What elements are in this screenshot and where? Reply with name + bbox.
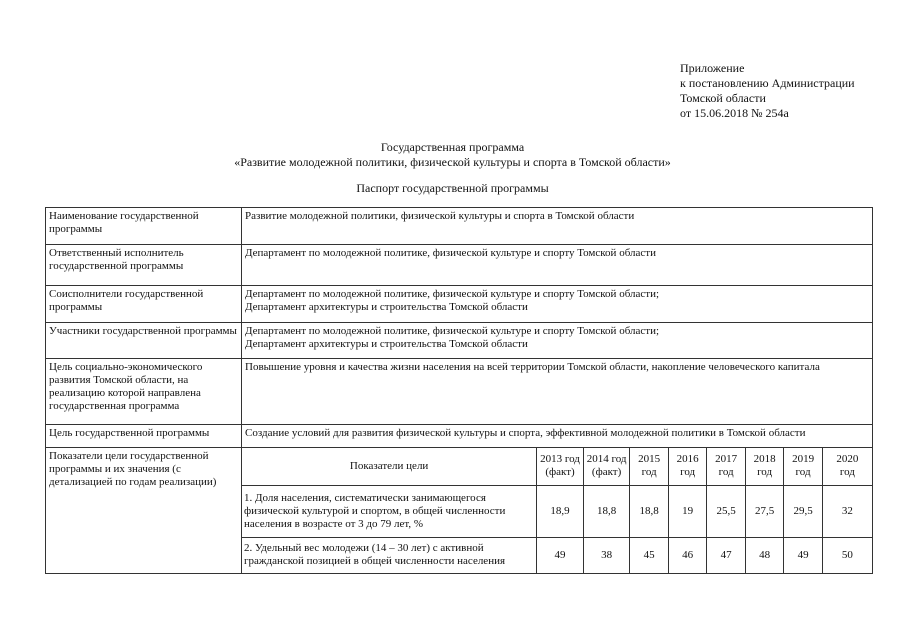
year-label: 2013 год [540, 453, 580, 466]
year-label: 2020 [836, 453, 859, 466]
indicator-value: 32 [822, 485, 872, 537]
table-row [46, 286, 873, 323]
year-header [745, 448, 783, 485]
indicator-value: 18,8 [630, 485, 668, 537]
year-note: (факт) [591, 466, 622, 479]
year-label: 2018 [753, 453, 776, 466]
indicator-value: 27,5 [745, 485, 783, 537]
year-note: год [718, 466, 734, 479]
indicators-header-row [242, 448, 872, 485]
indicator-value: 18,9 [537, 485, 584, 537]
passport-title: Паспорт государственной программы [356, 181, 549, 195]
appendix-block [680, 61, 855, 121]
year-header [784, 448, 822, 485]
appendix-line: к постановлению Администрации [680, 76, 855, 90]
indicator-value: 48 [745, 537, 783, 573]
row-value [242, 286, 873, 323]
appendix-line: Приложение [680, 61, 745, 75]
table-row [46, 359, 873, 425]
indicator-row [242, 537, 872, 573]
row-label: Участники государственной программы [46, 323, 242, 359]
year-label: 2014 год [586, 453, 627, 466]
row-label: Наименование государственной программы [46, 208, 242, 245]
value-line: Департамент по молодежной политике, физической культуре и спорту Томской области; [245, 325, 660, 337]
year-header [537, 448, 584, 485]
indicator-value: 50 [822, 537, 872, 573]
year-header [668, 448, 706, 485]
year-note: (факт) [545, 466, 575, 479]
row-label: Соисполнители государственной программы [46, 286, 242, 323]
indicator-value: 45 [630, 537, 668, 573]
row-label: Цель социально-экономического развития Томской области, на реализацию которой направлена государственная программа [46, 359, 242, 425]
indicator-header: Показатели цели [242, 448, 537, 485]
year-note: год [680, 466, 696, 479]
row-label: Показатели цели государственной программы и их значения (с детализацией по годам реализации) [46, 448, 242, 574]
appendix-line: Томской области [680, 91, 766, 105]
indicator-value: 49 [537, 537, 584, 573]
indicator-value: 29,5 [784, 485, 822, 537]
value-line: Департамент по молодежной политике, физической культуре и спорту Томской области; [245, 288, 660, 300]
table-row [46, 425, 873, 448]
indicator-value: 19 [668, 485, 706, 537]
indicator-value: 46 [668, 537, 706, 573]
year-note: год [757, 466, 773, 479]
year-label: 2019 [792, 453, 815, 466]
row-value: Создание условий для развития физической культуры и спорта, эффективной молодежной политики в Томской области [242, 425, 873, 448]
table-row [46, 208, 873, 245]
indicator-value: 25,5 [707, 485, 745, 537]
year-label: 2017 [715, 453, 738, 466]
year-label: 2016 [676, 453, 699, 466]
indicator-value: 38 [583, 537, 630, 573]
indicators-table [242, 448, 872, 573]
program-name: «Развитие молодежной политики, физической культуры и спорта в Томской области» [234, 155, 671, 169]
row-value [242, 323, 873, 359]
year-label: 2015 [638, 453, 661, 466]
row-value: Повышение уровня и качества жизни населения на всей территории Томской области, накопление человеческого капитала [242, 359, 873, 425]
row-label: Цель государственной программы [46, 425, 242, 448]
program-title: Государственная программа [380, 140, 525, 154]
value-line: Департамент архитектуры и строительства Томской области [245, 338, 528, 350]
row-value: Развитие молодежной политики, физической культуры и спорта в Томской области [242, 208, 873, 245]
indicator-name: 2. Удельный вес молодежи (14 – 30 лет) с активной гражданской позицией в общей численности населения [242, 537, 537, 573]
appendix-date: от 15.06.2018 № 254а [680, 106, 789, 120]
indicator-value: 47 [707, 537, 745, 573]
value-line: Департамент архитектуры и строительства Томской области [245, 301, 528, 313]
row-value: Департамент по молодежной политике, физической культуре и спорту Томской области [242, 245, 873, 286]
year-note: год [795, 466, 811, 479]
table-row [46, 245, 873, 286]
year-header [707, 448, 745, 485]
indicator-value: 18,8 [583, 485, 630, 537]
indicators-cell [242, 448, 873, 574]
year-note: год [839, 466, 855, 479]
year-header [630, 448, 668, 485]
table-row [46, 323, 873, 359]
indicator-value: 49 [784, 537, 822, 573]
table-row [46, 448, 873, 574]
indicator-row [242, 485, 872, 537]
passport-table [45, 207, 873, 574]
year-header [583, 448, 630, 485]
year-header [822, 448, 872, 485]
row-label: Ответственный исполнитель государственной программы [46, 245, 242, 286]
indicator-name: 1. Доля населения, систематически занимающегося физической культурой и спортом, в общей численности населения в возрасте от 3 до 79 лет, % [242, 485, 537, 537]
year-note: год [641, 466, 657, 479]
